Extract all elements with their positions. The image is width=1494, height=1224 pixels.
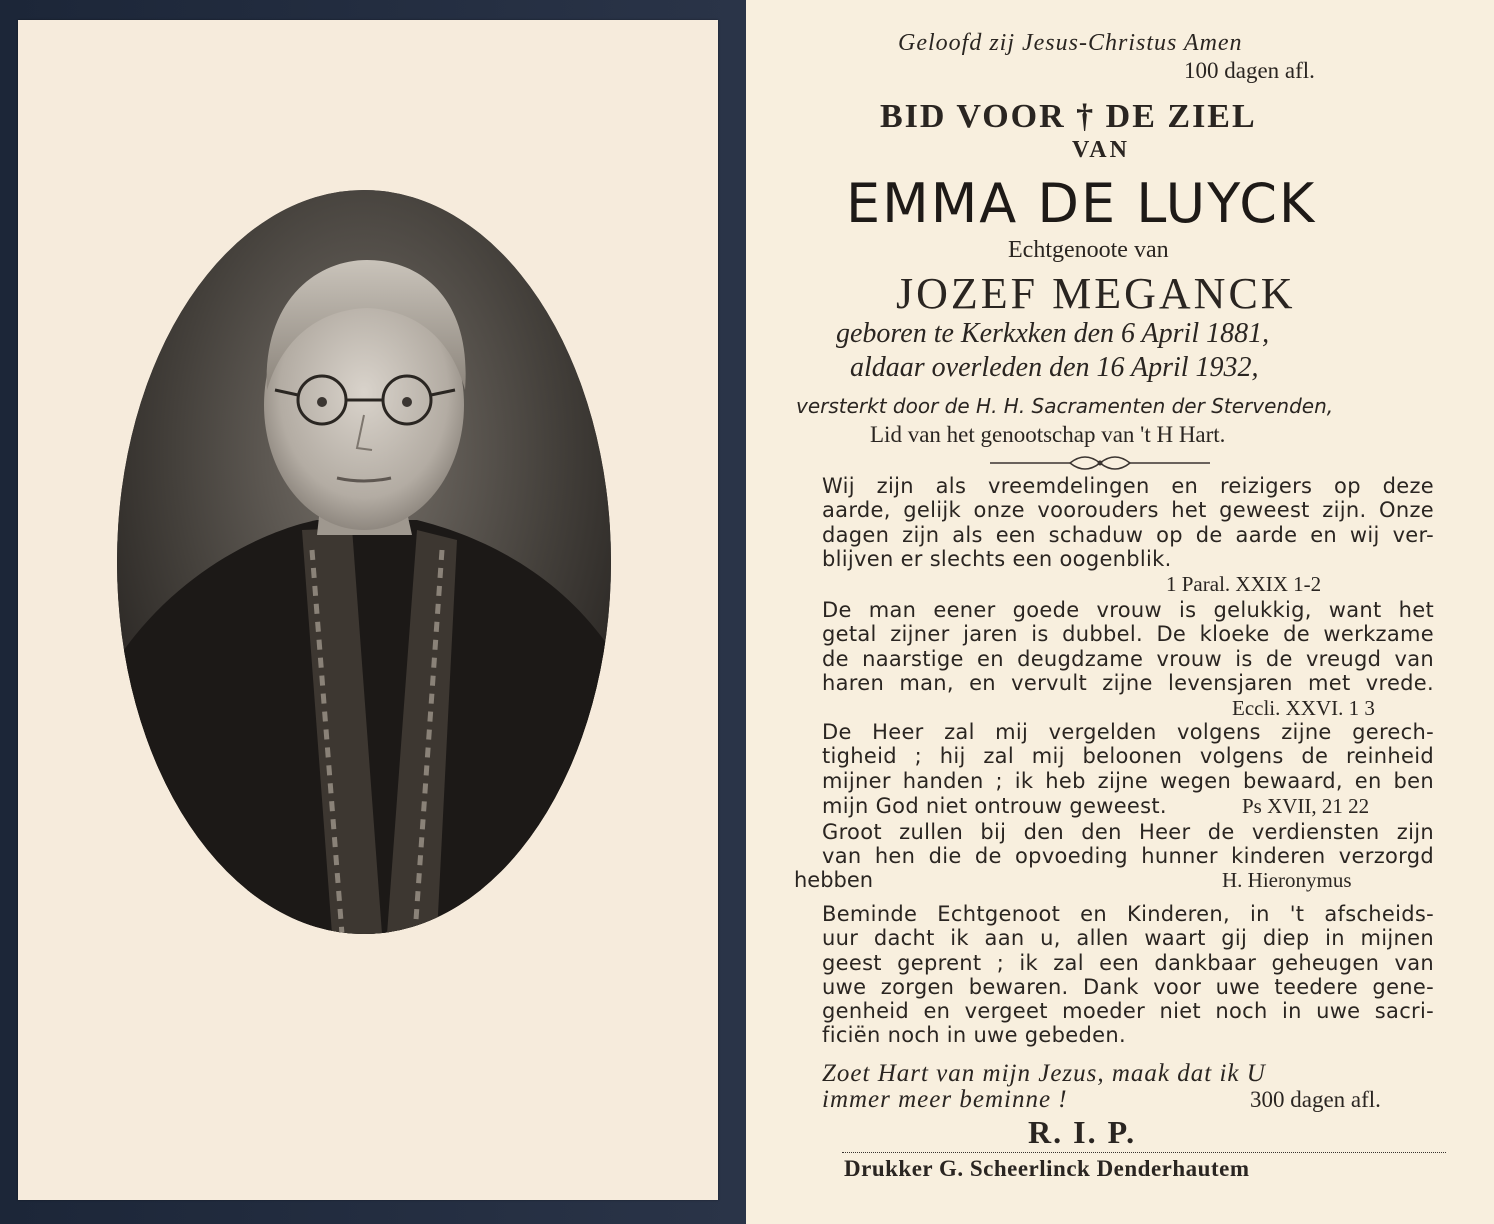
- verse-3: [822, 720, 1434, 793]
- verse-line: geest geprent ; ik zal een dankbaar geheugen van: [822, 950, 1434, 975]
- reference-1: 1 Paral. XXIX 1-2: [1166, 572, 1322, 596]
- verse-line: haren man, en vervult zijne levensjaren met vrede.: [822, 670, 1434, 695]
- verse-line: ficiën noch in uwe gebeden.: [822, 1023, 1126, 1048]
- death-line: aldaar overleden den 16 April 1932,: [850, 352, 1259, 383]
- footer-rule: [842, 1152, 1446, 1153]
- verse-line: Beminde Echtgenoot en Kinderen, in 't afscheids-: [822, 902, 1434, 926]
- closing-prayer-line-2: immer meer beminne !: [822, 1086, 1068, 1113]
- verse-line: uwe zorgen bewaren. Dank voor uwe teedere gene-: [822, 974, 1434, 999]
- verse-line: dagen zijn als een schaduw op de aarde en wij ver-: [822, 522, 1434, 547]
- rip: R. I. P.: [1028, 1114, 1137, 1150]
- verse-line: blijven er slechts een oogenblik.: [822, 546, 1172, 571]
- reference-2: Eccli. XXVI. 1 3: [1232, 696, 1375, 720]
- verse-line: De Heer zal mij vergelden volgens zijne gerech-: [822, 720, 1434, 744]
- printer-credit: Drukker G. Scheerlinck Denderhautem: [844, 1156, 1250, 1181]
- verse-line: getal zijner jaren is dubbel. De kloeke de werkzame: [822, 622, 1434, 647]
- photo-card: [18, 20, 718, 1200]
- ornament-divider: [990, 455, 1210, 471]
- deceased-name: EMMA DE LUYCK: [846, 172, 1317, 235]
- reference-4: H. Hieronymus: [1222, 868, 1352, 892]
- verse-1: [822, 474, 1434, 571]
- verse-4: [822, 820, 1434, 869]
- birth-line: geboren te Kerkxken den 6 April 1881,: [836, 318, 1270, 349]
- verse-2: [822, 598, 1434, 695]
- verse-line: De man eener goede vrouw is gelukkig, want het: [822, 598, 1434, 622]
- top-line-2: 100 dagen afl.: [1184, 58, 1315, 83]
- verse-line: mijner handen ; ik heb zijne wegen bewaard, en ben: [822, 768, 1434, 793]
- verse-line: Wij zijn als vreemdelingen en reizigers op deze: [822, 474, 1434, 498]
- verse-line: aarde, gelijk onze voorouders het geweest zijn. Onze: [822, 498, 1434, 523]
- closing-prayer-line-1: Zoet Hart van mijn Jezus, maak dat ik U: [822, 1060, 1266, 1087]
- portrait-photo: [117, 190, 611, 934]
- van-label: VAN: [1072, 137, 1130, 163]
- spouse-name: JOZEF MEGANCK: [896, 269, 1296, 318]
- member-line: Lid van het genootschap van 't H Hart.: [870, 422, 1226, 447]
- prayer-heading: BID VOOR † DE ZIEL: [880, 98, 1257, 135]
- verse-line: genheid en vergeet moeder niet noch in uwe sacri-: [822, 999, 1434, 1024]
- verse-line: uur dacht ik aan u, allen waart gij diep in mijnen: [822, 926, 1434, 951]
- verse-line: Groot zullen bij den den Heer de verdiensten zijn: [822, 820, 1434, 844]
- closing-indulgence: 300 dagen afl.: [1250, 1087, 1381, 1112]
- verse-line: van hen die de opvoeding hunner kinderen verzorgd: [822, 844, 1434, 869]
- portrait-illustration: [117, 190, 611, 934]
- verse-line: tigheid ; hij zal mij beloonen volgens de reinheid: [822, 744, 1434, 769]
- memorial-text-card: [746, 0, 1494, 1224]
- spouse-label: Echtgenoote van: [1008, 237, 1169, 263]
- verse-5: [822, 902, 1434, 1048]
- verse-3-last-line: mijn God niet ontrouw geweest.: [822, 794, 1167, 818]
- top-line-1: Geloofd zij Jesus-Christus Amen: [898, 30, 1243, 56]
- verse-line: de naarstige en deugdzame vrouw is de vreugd van: [822, 646, 1434, 671]
- sacraments-line: versterkt door de H. H. Sacramenten der Stervenden,: [796, 394, 1334, 418]
- verse-4-last-line: hebben: [794, 868, 874, 892]
- reference-3: Ps XVII, 21 22: [1242, 794, 1370, 818]
